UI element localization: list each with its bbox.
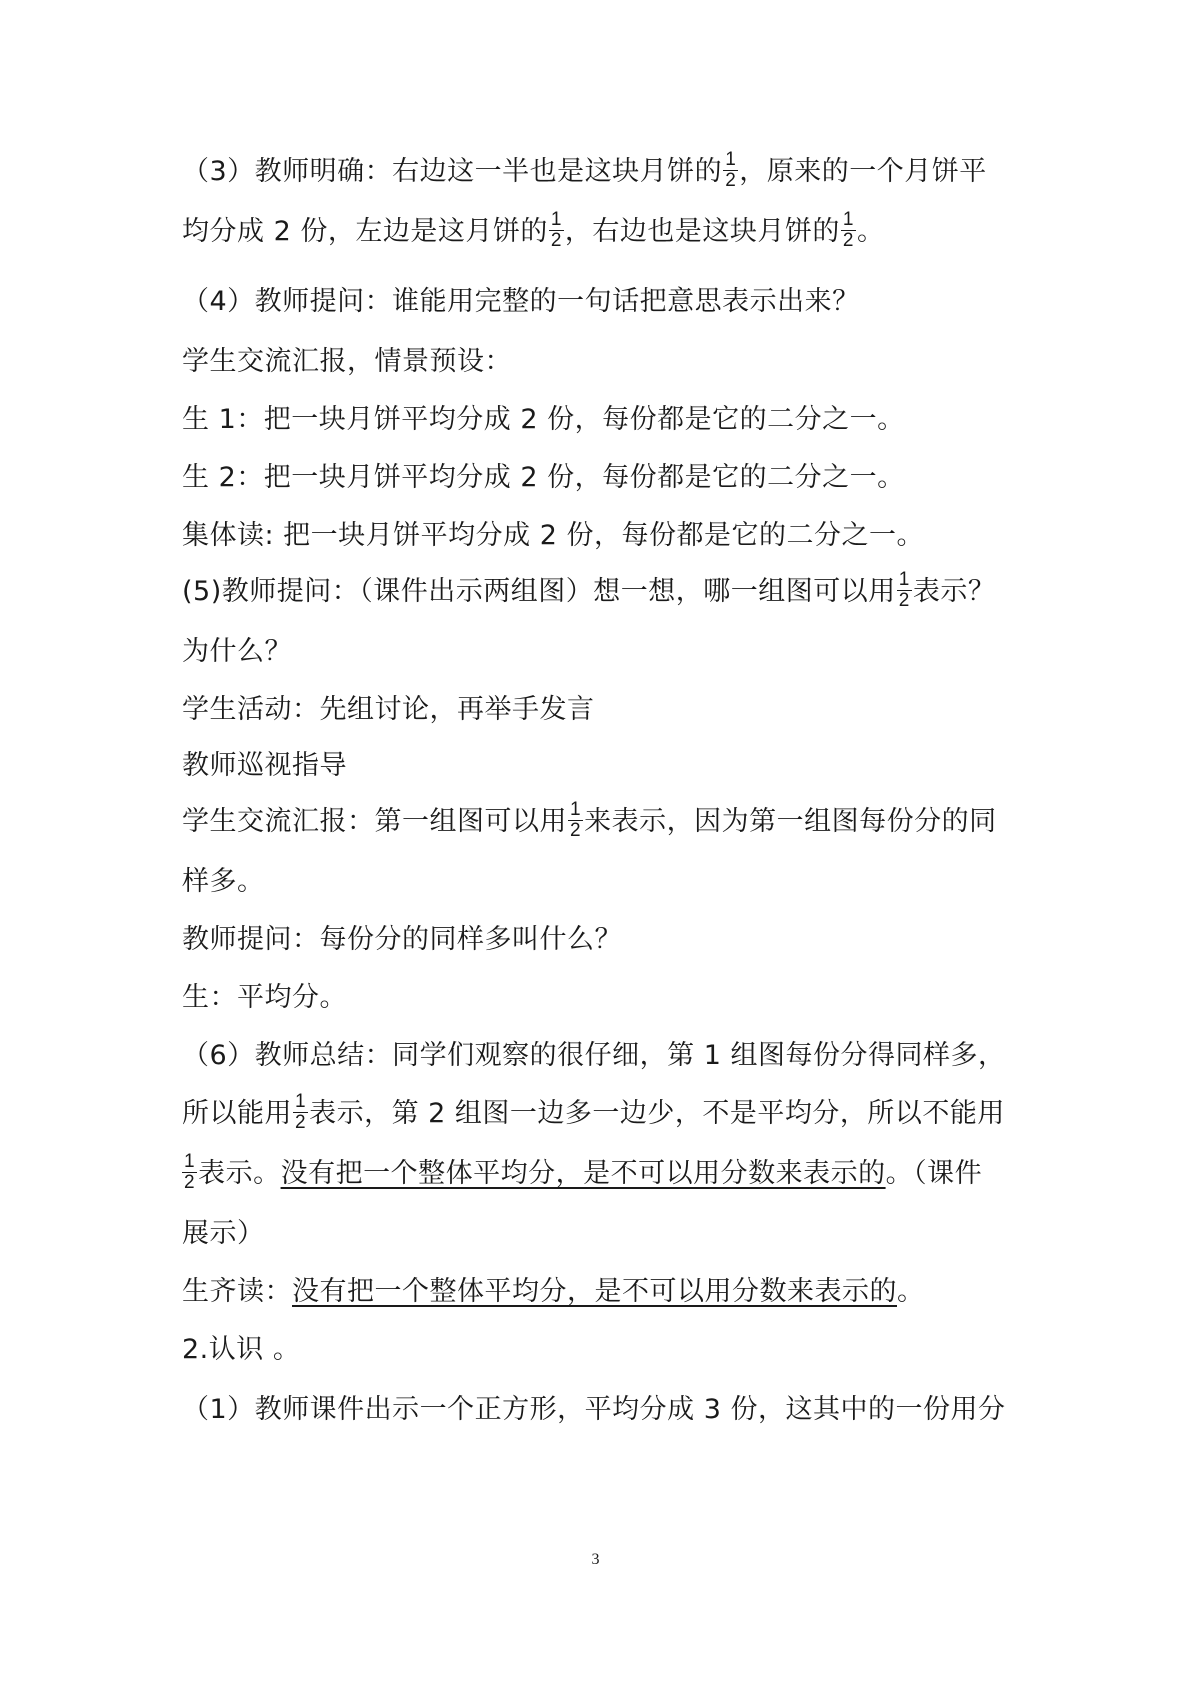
fraction-one-half xyxy=(723,150,738,191)
fraction-numerator: 1 xyxy=(842,209,854,230)
paragraph-line xyxy=(182,566,1022,618)
paragraph-line xyxy=(182,1030,1022,1082)
paragraph-line xyxy=(182,1208,1022,1260)
fraction-numerator: 1 xyxy=(550,209,562,230)
fraction-one-half xyxy=(897,570,912,611)
text-segment: 均分成 2 份，左边是这月饼的 xyxy=(182,216,548,247)
fraction-denominator: 2 xyxy=(898,590,910,611)
text-segment: 表示？ xyxy=(912,576,996,607)
text-segment: (5)教师提问：（课件出示两组图）想一想，哪一组图可以用 xyxy=(182,576,896,607)
fraction-one-half xyxy=(841,210,856,251)
paragraph-line xyxy=(182,914,1022,966)
fraction-denominator: 2 xyxy=(570,820,582,841)
text-segment: 表示，第 2 组图一边多一边少，不是平均分，所以不能用 xyxy=(309,1098,1005,1129)
paragraph-line xyxy=(182,452,1022,504)
text-segment: 为什么？ xyxy=(182,636,292,667)
text-segment: （4）教师提问：谁能用完整的一句话把意思表示出来？ xyxy=(182,286,860,317)
paragraph-line xyxy=(182,146,1022,198)
fraction-denominator: 2 xyxy=(550,230,562,251)
fraction-one-half xyxy=(293,1092,308,1133)
paragraph-line xyxy=(182,510,1022,562)
paragraph-line xyxy=(182,394,1022,446)
text-segment: （3）教师明确：右边这一半也是这块月饼的 xyxy=(182,156,723,187)
fraction-one-half xyxy=(568,800,583,841)
paragraph-line xyxy=(182,972,1022,1024)
text-segment: 。（课件 xyxy=(885,1158,983,1189)
fraction-numerator: 1 xyxy=(295,1091,307,1112)
text-segment: 来表示，因为第一组图每份分的同 xyxy=(584,806,997,837)
paragraph-line xyxy=(182,1088,1022,1140)
paragraph-line xyxy=(182,1324,1022,1376)
text-segment: 样多。 xyxy=(182,866,265,897)
paragraph-line xyxy=(182,1148,1022,1200)
text-segment: 生：平均分。 xyxy=(182,982,347,1013)
underlined-key-sentence: 没有把一个整体平均分，是不可以用分数来表示的 xyxy=(292,1276,897,1307)
fraction-one-half xyxy=(549,210,564,251)
text-segment: 生 2：把一块月饼平均分成 2 份，每份都是它的二分之一。 xyxy=(182,462,905,493)
fraction-numerator: 1 xyxy=(898,569,910,590)
text-segment: 表示。 xyxy=(198,1158,281,1189)
text-segment: 生 1：把一块月饼平均分成 2 份，每份都是它的二分之一。 xyxy=(182,404,905,435)
text-segment: 展示） xyxy=(182,1218,265,1249)
paragraph-line xyxy=(182,1266,1022,1318)
paragraph-line xyxy=(182,336,1022,388)
text-segment: 学生活动：先组讨论，再举手发言 xyxy=(182,694,595,725)
text-segment: ，右边也是这块月饼的 xyxy=(564,216,840,247)
paragraph-line xyxy=(182,276,1022,328)
paragraph-line xyxy=(182,740,1022,792)
text-segment: 教师提问：每份分的同样多叫什么？ xyxy=(182,924,622,955)
text-segment: （6）教师总结：同学们观察的很仔细，第 1 组图每份分得同样多， xyxy=(182,1040,1006,1071)
paragraph-line xyxy=(182,1384,1022,1436)
paragraph-line xyxy=(182,796,1022,848)
section-heading: 2.认识 。 xyxy=(182,1334,301,1365)
fraction-denominator: 2 xyxy=(295,1112,307,1133)
paragraph-line xyxy=(182,626,1022,678)
fraction-one-half xyxy=(182,1152,197,1193)
text-segment: （1）教师课件出示一个正方形，平均分成 3 份，这其中的一份用分 xyxy=(182,1394,1006,1425)
paragraph-line xyxy=(182,206,1022,258)
page-number: 3 xyxy=(591,1551,600,1568)
paragraph-line xyxy=(182,684,1022,736)
fraction-numerator: 1 xyxy=(570,799,582,820)
text-segment: 学生交流汇报，情景预设： xyxy=(182,346,512,377)
underlined-key-sentence: 没有把一个整体平均分，是不可以用分数来表示的 xyxy=(280,1158,886,1189)
fraction-denominator: 2 xyxy=(725,170,737,191)
fraction-numerator: 1 xyxy=(725,149,737,170)
text-segment: 所以能用 xyxy=(182,1098,292,1129)
fraction-denominator: 2 xyxy=(842,230,854,251)
paragraph-line xyxy=(182,856,1022,908)
text-segment: 生齐读： xyxy=(182,1276,292,1307)
text-segment: 教师巡视指导 xyxy=(182,750,347,781)
text-segment: ，原来的一个月饼平 xyxy=(739,156,987,187)
text-segment: 学生交流汇报：第一组图可以用 xyxy=(182,806,567,837)
text-segment: 。 xyxy=(897,1276,925,1307)
text-segment: 集体读: 把一块月饼平均分成 2 份，每份都是它的二分之一。 xyxy=(182,520,925,551)
fraction-denominator: 2 xyxy=(184,1172,196,1193)
fraction-numerator: 1 xyxy=(184,1151,196,1172)
text-segment: 。 xyxy=(857,216,885,247)
